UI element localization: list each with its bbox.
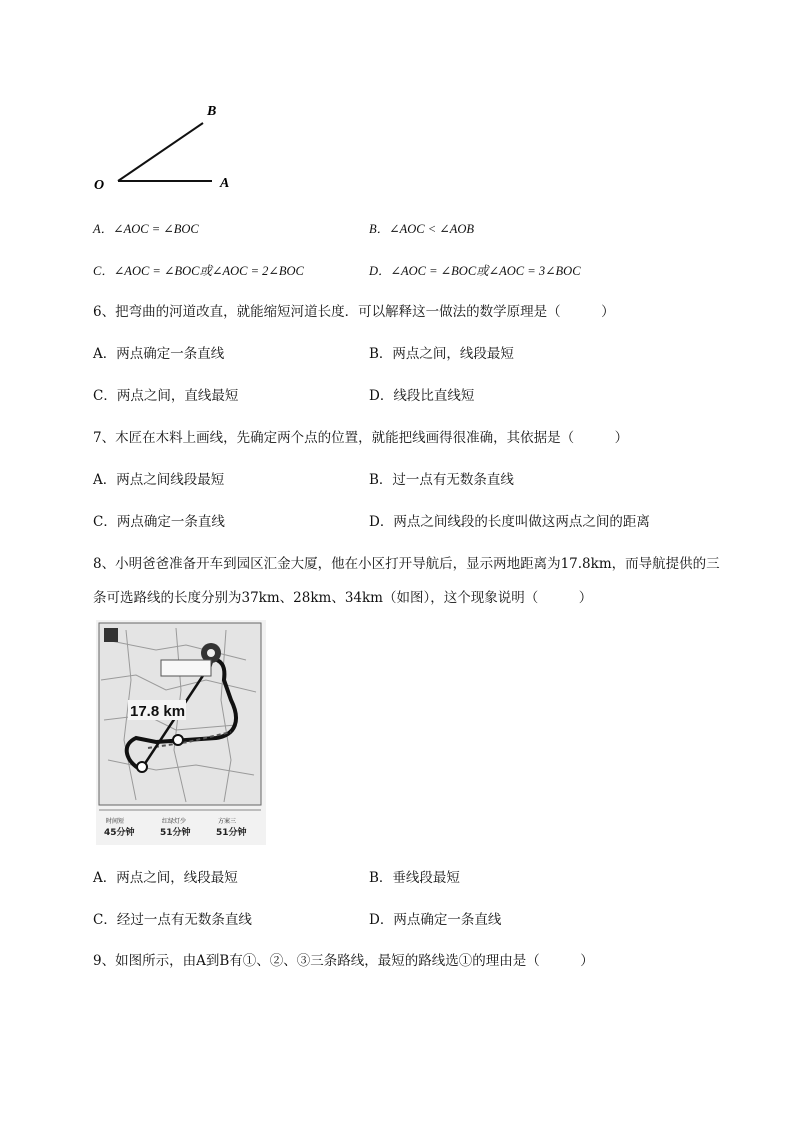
q7-stem: 7、木匠在木料上画线，先确定两个点的位置，就能把线画得很准确，其依据是（ ） [93, 430, 629, 446]
angle-figure [90, 95, 250, 200]
q8-stem: 8、小明爸爸准备开车到园区汇金大厦，他在小区打开导航后，显示两地距离为17.8km，而导航提供的三条可选路线的长度分别为37km、28km、34km（如图），这个现象说明（ ） [93, 556, 720, 606]
label-o: O [94, 178, 105, 193]
route-1-label: 时间短 [106, 818, 125, 825]
route-1-time: 45分钟 [104, 828, 135, 838]
q6-stem: 6、把弯曲的河道改直，就能缩短河道长度．可以解释这一做法的数学原理是（ ） [93, 304, 615, 320]
ray-ob [118, 123, 203, 181]
label-b: B [207, 104, 217, 119]
q5-option-b[interactable]: B．∠AOC < ∠AOB [369, 222, 475, 236]
q7-option-a[interactable]: A．两点之间线段最短 [93, 472, 225, 488]
q8-option-a[interactable]: A．两点之间，线段最短 [93, 870, 238, 886]
navigation-map-figure [96, 620, 266, 845]
route-2-time: 51分钟 [160, 828, 191, 838]
q8-option-b[interactable]: B．垂线段最短 [369, 870, 460, 886]
q9-stem: 9、如图所示，由A到B有①、②、③三条路线，最短的路线选①的理由是（ ） [93, 953, 594, 969]
q8-option-c[interactable]: C．经过一点有无数条直线 [93, 912, 252, 928]
route-3-label: 方案三 [218, 818, 237, 825]
q6-option-a[interactable]: A．两点确定一条直线 [93, 346, 225, 362]
route-2-label: 红绿灯少 [162, 818, 187, 825]
q6-option-b[interactable]: B．两点之间，线段最短 [369, 346, 514, 362]
q7-option-d[interactable]: D．两点之间线段的长度叫做这两点之间的距离 [369, 514, 650, 530]
distance-label: 17.8 km [130, 703, 186, 720]
q6-option-c[interactable]: C．两点之间，直线最短 [93, 388, 239, 404]
label-a: A [220, 176, 230, 191]
q5-option-a[interactable]: A．∠AOC = ∠BOC [93, 222, 199, 236]
q7-option-c[interactable]: C．两点确定一条直线 [93, 514, 225, 530]
q5-option-d[interactable]: D．∠AOC = ∠BOC或∠AOC = 3∠BOC [369, 264, 581, 278]
q8-option-d[interactable]: D．两点确定一条直线 [369, 912, 502, 928]
q7-option-b[interactable]: B．过一点有无数条直线 [369, 472, 514, 488]
q6-option-d[interactable]: D．线段比直线短 [369, 388, 475, 404]
route-3-time: 51分钟 [216, 828, 247, 838]
q5-option-c[interactable]: C．∠AOC = ∠BOC或∠AOC = 2∠BOC [93, 264, 304, 278]
